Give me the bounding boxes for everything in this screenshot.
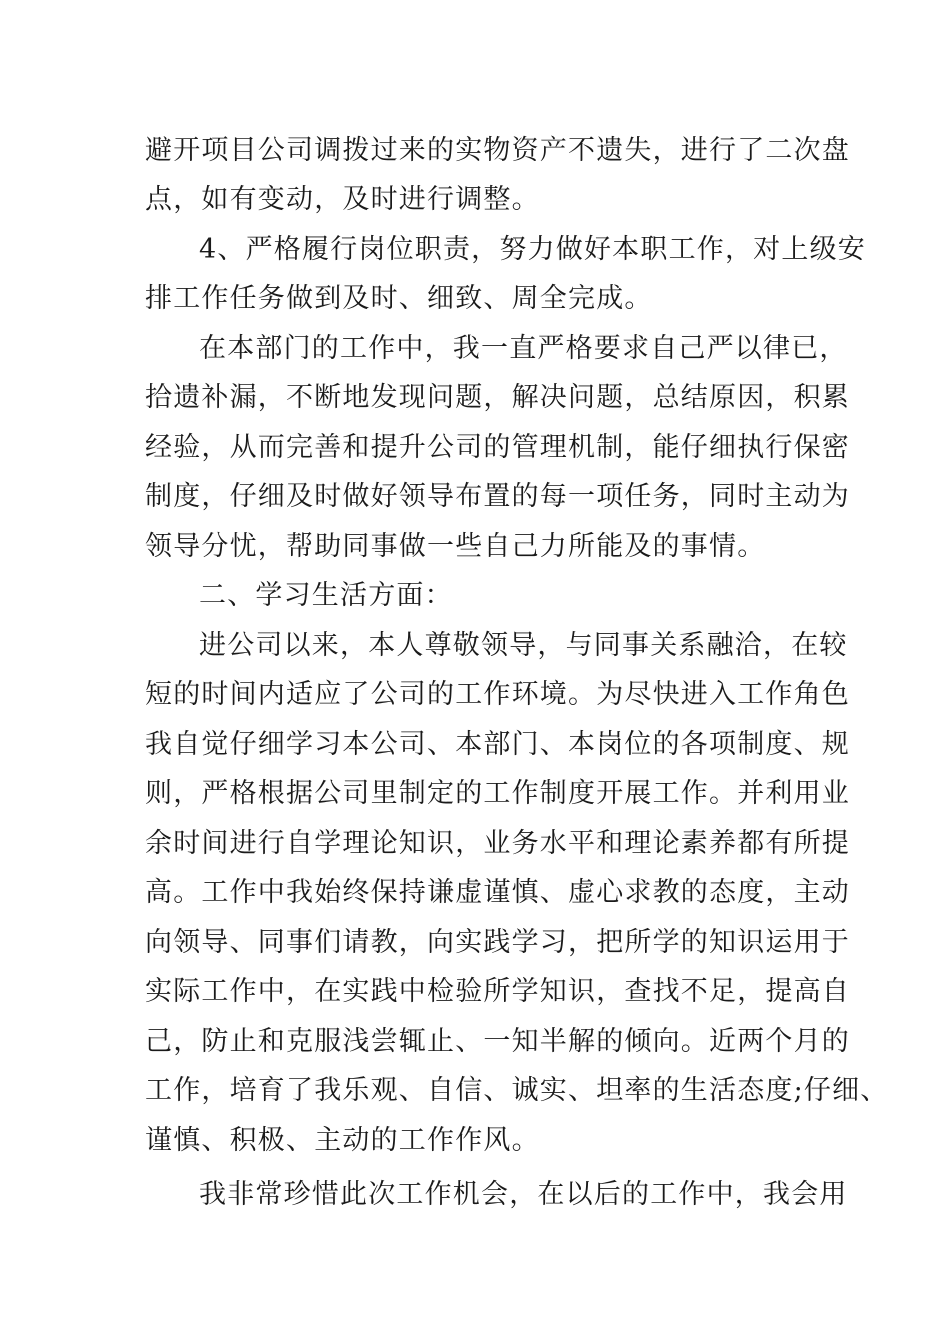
text-line: 高。工作中我始终保持谦虚谨慎、虚心求教的态度，主动	[145, 877, 850, 908]
text-line: 谨慎、积极、主动的工作作风。	[145, 1125, 540, 1156]
text-line: 领导分忧，帮助同事做一些自己力所能及的事情。	[145, 531, 766, 562]
text-line: 实际工作中，在实践中检验所学知识，查找不足，提高自	[145, 976, 850, 1007]
section-heading: 二、学习生活方面：	[199, 580, 453, 611]
text-line: 避开项目公司调拨过来的实物资产不遗失，进行了二次盘	[145, 135, 850, 166]
text-line: 点，如有变动，及时进行调整。	[145, 184, 540, 215]
text-line: 则，严格根据公司里制定的工作制度开展工作。并利用业	[145, 778, 850, 809]
text-line: 拾遗补漏，不断地发现问题，解决问题，总结原因，积累	[145, 382, 850, 413]
text-line: 己，防止和克服浅尝辄止、一知半解的倾向。近两个月的	[145, 1026, 850, 1057]
text-line: 排工作任务做到及时、细致、周全完成。	[145, 283, 653, 314]
paragraph-line: 4、严格履行岗位职责，努力做好本职工作，对上级安	[199, 234, 866, 265]
paragraph-line: 在本部门的工作中，我一直严格要求自己严以律已，	[199, 333, 848, 364]
text-line: 经验，从而完善和提升公司的管理机制，能仔细执行保密	[145, 432, 850, 463]
text-line: 短的时间内适应了公司的工作环境。为尽快进入工作角色	[145, 679, 850, 710]
text-line: 余时间进行自学理论知识，业务水平和理论素养都有所提	[145, 828, 850, 859]
text-line: 工作，培育了我乐观、自信、诚实、坦率的生活态度;仔细、	[145, 1075, 889, 1106]
text-line: 向领导、同事们请教，向实践学习，把所学的知识运用于	[145, 927, 850, 958]
paragraph-line: 进公司以来，本人尊敬领导，与同事关系融洽，在较	[199, 630, 848, 661]
paragraph-line: 我非常珍惜此次工作机会，在以后的工作中，我会用	[199, 1179, 848, 1210]
text-line: 我自觉仔细学习本公司、本部门、本岗位的各项制度、规	[145, 729, 850, 760]
text-line: 制度，仔细及时做好领导布置的每一项任务，同时主动为	[145, 481, 850, 512]
